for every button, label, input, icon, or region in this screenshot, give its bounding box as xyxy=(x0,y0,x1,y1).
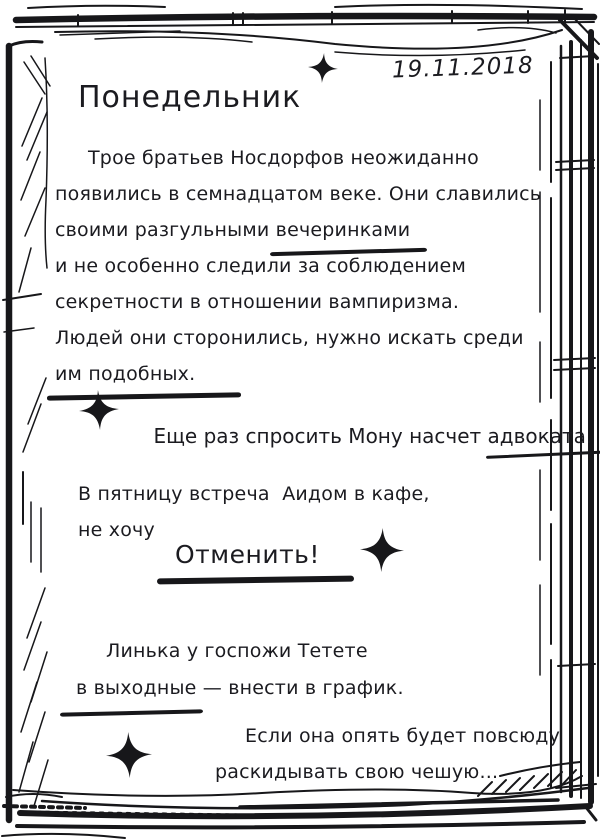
task-ask-mona xyxy=(128,400,592,472)
underlined-text: им подобных. xyxy=(55,356,195,392)
entry-paragraph-nosdorf xyxy=(55,140,541,392)
weekday-heading: Понедельник xyxy=(78,80,302,115)
cancel-underline-stroke xyxy=(157,576,354,585)
entry-line xyxy=(55,356,541,392)
entry-date: 19.11.2018 xyxy=(391,52,535,84)
entry-paragraph-scales xyxy=(215,718,560,790)
underlined-text: адвоката. xyxy=(487,424,593,448)
entry-line: Линька у госпожи Тетете xyxy=(106,640,368,662)
sparkle-icon xyxy=(307,49,339,87)
entry-paragraph-friday xyxy=(78,476,430,548)
entry-line: Людей они сторонились, нужно искать среди xyxy=(55,327,524,349)
entry-line: раскидывать свою чешую... xyxy=(215,761,499,783)
underlined-text: вечеринками xyxy=(276,212,411,248)
entry-line: секретности в отношении вампиризма. xyxy=(55,291,460,313)
entry-line: Трое братьев Носдорфов неожиданно xyxy=(88,147,479,169)
entry-line: Если она опять будет повсюду xyxy=(245,725,561,747)
entry-line xyxy=(55,212,541,248)
cancel-exclamation: Отменить! xyxy=(175,540,320,569)
task-text: Еще раз спросить Мону насчет xyxy=(153,424,488,448)
entry-line xyxy=(76,670,404,707)
entry-line: не хочу xyxy=(78,519,155,541)
sparkle-icon xyxy=(105,731,153,779)
entry-text: своими разгульными xyxy=(55,219,276,241)
entry-line: В пятницу встреча Аидом в кафе, xyxy=(78,483,430,505)
entry-line: и не особенно следили за соблюдением xyxy=(55,255,466,277)
entry-text: — внести в график. xyxy=(196,677,404,699)
entry-line: появились в семнадцатом веке. Они славились xyxy=(55,183,542,205)
underlined-text: в выходные xyxy=(76,670,197,707)
entry-paragraph-molting xyxy=(76,633,404,707)
